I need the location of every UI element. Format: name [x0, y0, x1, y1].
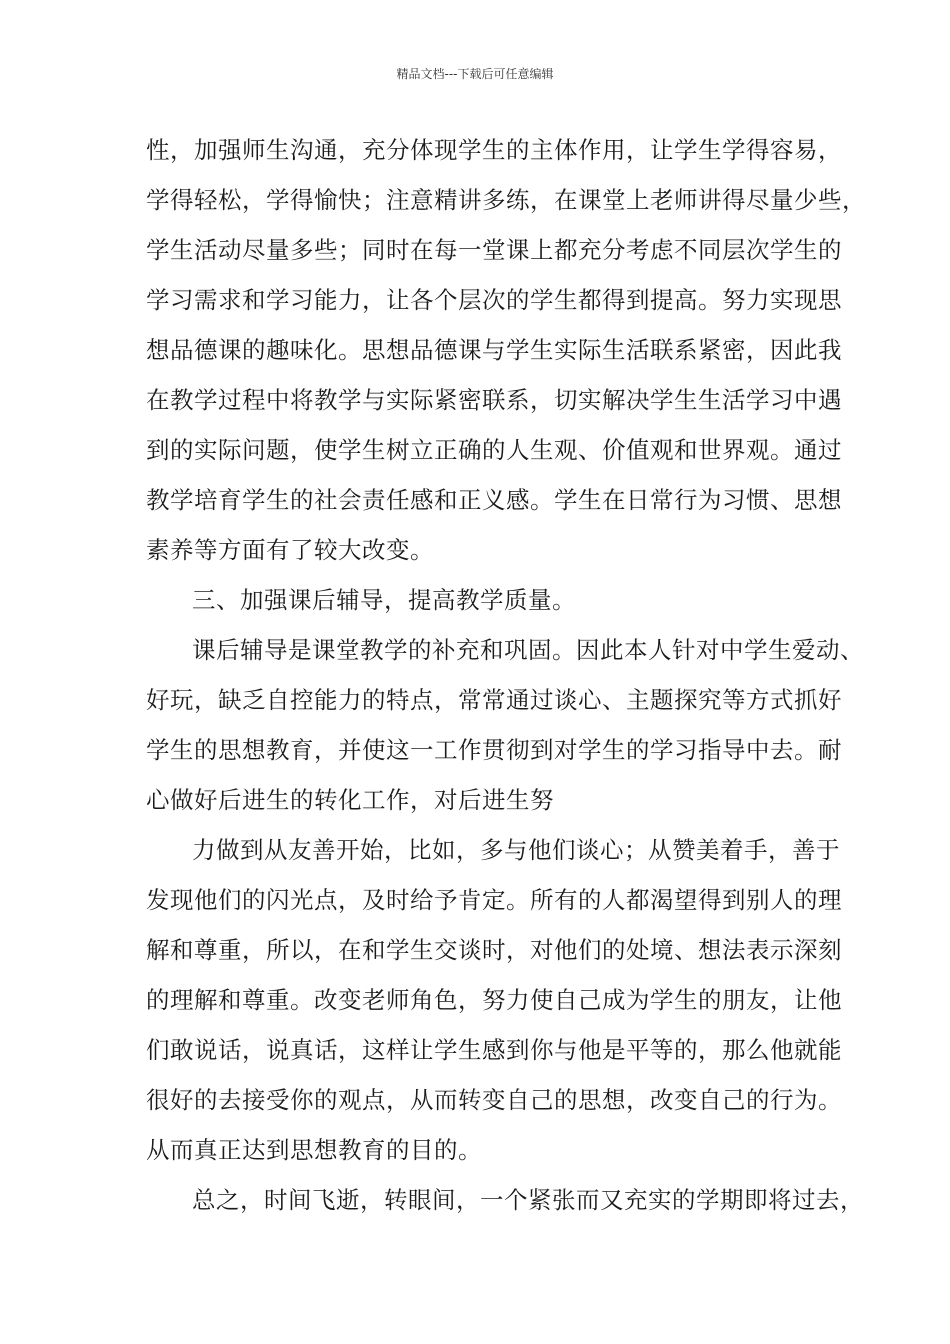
text-line: 性，加强师生沟通，充分体现学生的主体作用，让学生学得容易， [146, 136, 842, 164]
text-line: 的理解和尊重。改变老师角色，努力使自己成为学生的朋友，让他 [146, 986, 842, 1014]
text-line: 在教学过程中将教学与实际紧密联系，切实解决学生生活学习中遇 [146, 386, 842, 414]
body-text [146, 130, 866, 1230]
text-line: 从而真正达到思想教育的目的。 [146, 1136, 482, 1164]
text-line: 好玩，缺乏自控能力的特点，常常通过谈心、主题探究等方式抓好 [146, 686, 842, 714]
page-header: 精品文档---下载后可任意编辑 [396, 67, 554, 81]
text-line: 素养等方面有了较大改变。 [146, 536, 434, 564]
text-line: 课后辅导是课堂教学的补充和巩固。因此本人针对中学生爱动、 [192, 636, 864, 664]
text-line: 们敢说话，说真话，这样让学生感到你与他是平等的，那么他就能 [146, 1036, 842, 1064]
text-line: 心做好后进生的转化工作，对后进生努 [146, 786, 554, 814]
text-line: 教学培育学生的社会责任感和正义感。学生在日常行为习惯、思想 [146, 486, 842, 514]
text-line: 到的实际问题，使学生树立正确的人生观、价值观和世界观。通过 [146, 436, 842, 464]
text-line: 发现他们的闪光点，及时给予肯定。所有的人都渴望得到别人的理 [146, 886, 842, 914]
text-line: 学生的思想教育，并使这一工作贯彻到对学生的学习指导中去。耐 [146, 736, 842, 764]
text-line: 解和尊重，所以，在和学生交谈时，对他们的处境、想法表示深刻 [146, 936, 842, 964]
text-line: 学生活动尽量多些；同时在每一堂课上都充分考虑不同层次学生的 [146, 236, 842, 264]
text-line: 三、加强课后辅导，提高教学质量。 [192, 586, 576, 614]
text-line: 想品德课的趣味化。思想品德课与学生实际生活联系紧密，因此我 [146, 336, 842, 364]
text-line: 学得轻松，学得愉快；注意精讲多练，在课堂上老师讲得尽量少些， [146, 186, 866, 214]
text-line: 总之，时间飞逝，转眼间，一个紧张而又充实的学期即将过去， [192, 1186, 864, 1214]
text-line: 学习需求和学习能力，让各个层次的学生都得到提高。努力实现思 [146, 286, 842, 314]
text-line: 很好的去接受你的观点，从而转变自己的思想，改变自己的行为。 [146, 1086, 842, 1114]
text-line: 力做到从友善开始，比如，多与他们谈心；从赞美着手，善于 [192, 836, 840, 864]
